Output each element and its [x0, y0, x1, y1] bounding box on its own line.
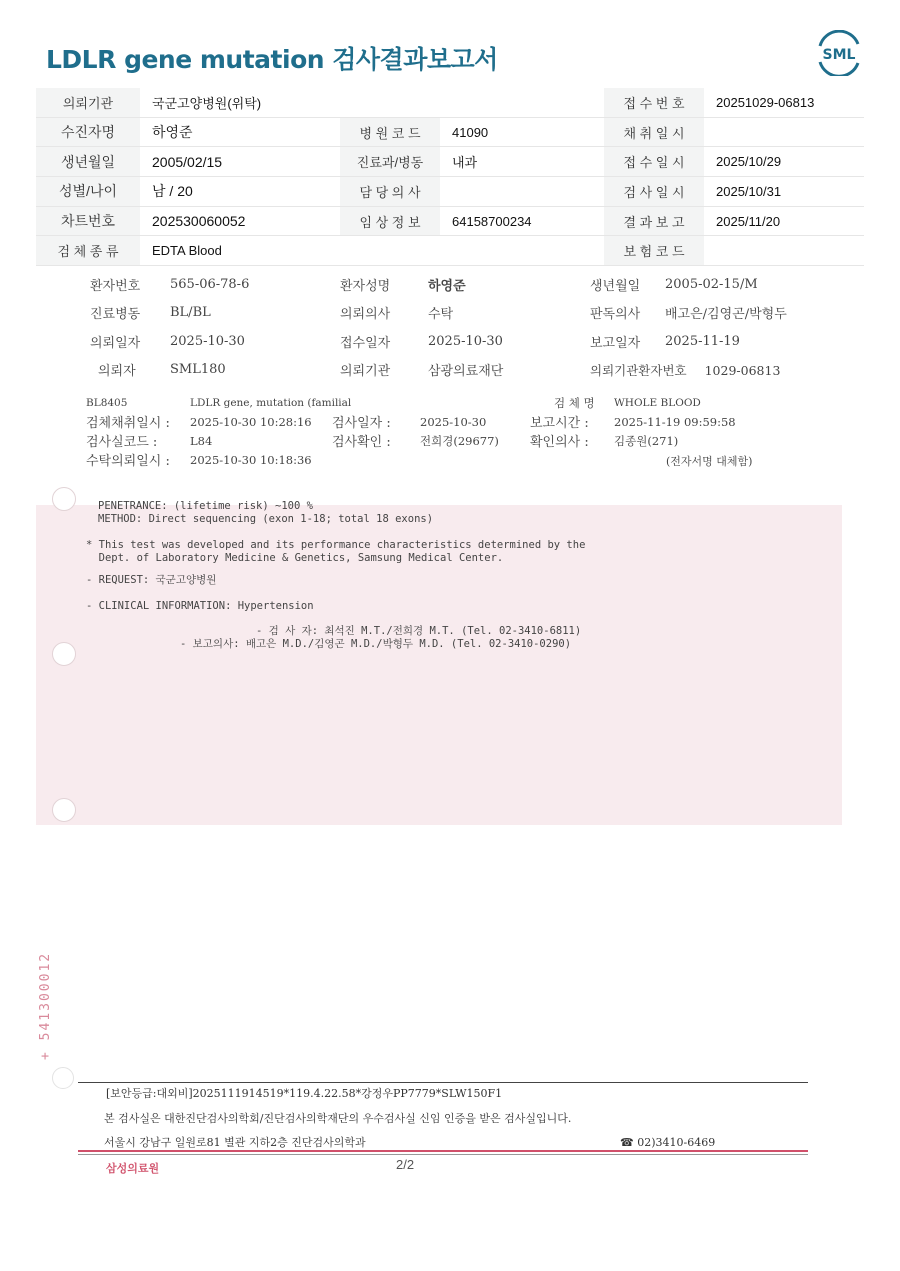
consign-time-label: 수탁의뢰일시 : — [86, 454, 170, 469]
security-line: [보안등급:대외비]2025111914519*119.4.22.58*강정우PP7779*SLW150F1 — [106, 1087, 503, 1100]
clinical-value: 64158700234 — [440, 206, 604, 236]
certification-line: 본 검사실은 대한진단검사의학회/진단검사의학재단의 우수검사실 신임 인증을 받은 검사실입니다. — [104, 1112, 572, 1125]
report-row — [60, 356, 840, 385]
e-signature-note: (전자서명 대체함) — [666, 455, 753, 468]
address-line: 서울시 강남구 일원로81 별관 지하2층 진단검사의학과 — [104, 1136, 366, 1149]
page-number: 2/2 — [396, 1157, 415, 1172]
inst-label: 의뢰기관 — [36, 88, 140, 117]
report-row — [60, 270, 840, 299]
collect-time-label: 검체채취일시 : — [86, 416, 170, 431]
punch-hole — [52, 798, 76, 822]
patient-label: 수진자명 — [36, 117, 140, 147]
collect-label: 채 취 일 시 — [604, 117, 704, 147]
chart-value: 202530060052 — [140, 206, 340, 236]
report-row — [60, 299, 840, 328]
header-info-table — [36, 88, 864, 266]
punch-hole — [52, 1067, 74, 1089]
test-confirm-label: 검사확인 : — [332, 435, 391, 450]
punch-hole — [52, 642, 76, 666]
inst-value: 국군고양병원(위탁) — [140, 88, 604, 117]
recv-date-label: 접 수 일 시 — [604, 147, 704, 177]
report-val: 2005-02-15/M — [665, 276, 758, 292]
test-day-value: 2025-10-30 — [420, 414, 487, 429]
hosp-code-value: 41090 — [440, 117, 604, 147]
report-label: 결 과 보 고 — [604, 206, 704, 236]
dept-value: 내과 — [440, 147, 604, 177]
report-key: 진료병동 — [90, 307, 141, 323]
report-key: 의뢰일자 — [90, 335, 141, 351]
serial-number: + 541300012 — [38, 951, 53, 1060]
specimen-value: EDTA Blood — [140, 236, 604, 266]
report-key: 의뢰기관 — [340, 364, 391, 380]
brand-mark: 삼성의료원 — [106, 1162, 160, 1175]
report-value: 2025/11/20 — [704, 206, 864, 236]
specimen-name-label: 검 체 명 — [554, 395, 595, 410]
report-val: SML180 — [170, 362, 226, 378]
report-key — [590, 356, 840, 385]
report-key: 환자성명 — [340, 278, 391, 294]
report-key: 의뢰의사 — [340, 307, 391, 323]
report-title: LDLR gene mutation 검사결과보고서 — [46, 45, 498, 74]
report-val: 2025-10-30 — [170, 333, 245, 349]
report-key: 판독의사 — [590, 307, 641, 323]
test-confirm-value: 전희경(29677) — [420, 433, 499, 448]
penetrance-line: PENETRANCE: (lifetime risk) ~100 % — [98, 500, 313, 512]
disclaimer-line: * This test was developed and its performance characteristics determined by the — [86, 539, 586, 551]
dob-label: 생년월일 — [36, 147, 140, 177]
report-val: 1029-06813 — [704, 362, 781, 378]
report-key: 의뢰자 — [98, 364, 136, 380]
recv-date-value: 2025/10/29 — [704, 147, 864, 177]
report-key: 환자번호 — [90, 278, 141, 294]
doctor-value — [440, 177, 604, 207]
report-val: 수탁 — [428, 307, 454, 323]
sex-value: 남 / 20 — [140, 177, 340, 207]
report-val: 565-06-78-6 — [170, 276, 250, 292]
phone-number: ☎ 02)3410-6469 — [620, 1136, 716, 1149]
footer-rule-thin — [78, 1154, 808, 1155]
phone-icon — [620, 1136, 715, 1149]
collect-value — [704, 117, 864, 147]
report-row — [60, 327, 840, 356]
report-val: BL/BL — [170, 305, 211, 321]
report-key: 보고일자 — [590, 335, 641, 351]
test-date-value: 2025/10/31 — [704, 177, 864, 207]
report-info-table — [60, 270, 840, 384]
room-code-value: L84 — [190, 433, 213, 448]
consign-time-value: 2025-10-30 10:18:36 — [190, 452, 312, 467]
report-key: 접수일자 — [340, 335, 391, 351]
specimen-name-value: WHOLE BLOOD — [614, 396, 701, 409]
report-val: 2025-11-19 — [665, 333, 740, 349]
test-name: LDLR gene, mutation (familial — [190, 396, 352, 409]
report-time-value: 2025-11-19 09:59:58 — [614, 414, 736, 429]
test-date-label: 검 사 일 시 — [604, 177, 704, 207]
report-key-label: 의뢰기관환자번호 — [590, 362, 687, 378]
chart-label: 차트번호 — [36, 206, 140, 236]
sml-logo — [814, 30, 864, 76]
report-val: 하영준 — [428, 278, 466, 294]
logo-text: SML — [822, 47, 856, 63]
report-key: 생년월일 — [590, 278, 641, 294]
reporting-doctor-line: - 보고의사: 배고은 M.D./김영곤 M.D./박형두 M.D. (Tel. 02-3410-0290) — [180, 638, 572, 650]
report-val: 배고은/김영곤/박형두 — [665, 307, 787, 323]
insurance-value — [704, 236, 864, 266]
sex-label: 성별/나이 — [36, 177, 140, 207]
specimen-label: 검 체 종 류 — [36, 236, 140, 266]
clinical-info-line: - CLINICAL INFORMATION: Hypertension — [86, 600, 314, 612]
doctor-label: 담 당 의 사 — [340, 177, 440, 207]
report-val: 2025-10-30 — [428, 333, 503, 349]
room-code-label: 검사실코드 : — [86, 435, 158, 450]
dob-value: 2005/02/15 — [140, 147, 340, 177]
request-line: - REQUEST: 국군고양병원 — [86, 574, 217, 586]
collect-time-value: 2025-10-30 10:28:16 — [190, 414, 312, 429]
recv-no-label: 접 수 번 호 — [604, 88, 704, 117]
disclaimer-line-2: Dept. of Laboratory Medicine & Genetics, Samsung Medical Center. — [86, 552, 504, 564]
hosp-code-label: 병 원 코 드 — [340, 117, 440, 147]
recv-no-value: 20251029-06813 — [704, 88, 864, 117]
confirm-doctor-label: 확인의사 : — [530, 435, 589, 450]
footer-rule-pink — [78, 1150, 808, 1152]
confirm-doctor-value: 김종원(271) — [614, 433, 679, 448]
patient-value: 하영준 — [140, 117, 340, 147]
clinical-label: 임 상 정 보 — [340, 206, 440, 236]
test-code: BL8405 — [86, 396, 128, 409]
method-line: METHOD: Direct sequencing (exon 1-18; total 18 exons) — [98, 513, 434, 525]
footer-rule — [78, 1082, 808, 1083]
punch-hole — [52, 487, 76, 511]
report-time-label: 보고시간 : — [530, 416, 589, 431]
test-day-label: 검사일자 : — [332, 416, 391, 431]
tester-line: - 검 사 자: 최석진 M.T./전희경 M.T. (Tel. 02-3410-6811) — [256, 625, 582, 637]
report-val: 삼광의료재단 — [428, 364, 504, 380]
dept-label: 진료과/병동 — [340, 147, 440, 177]
insurance-label: 보 험 코 드 — [604, 236, 704, 266]
